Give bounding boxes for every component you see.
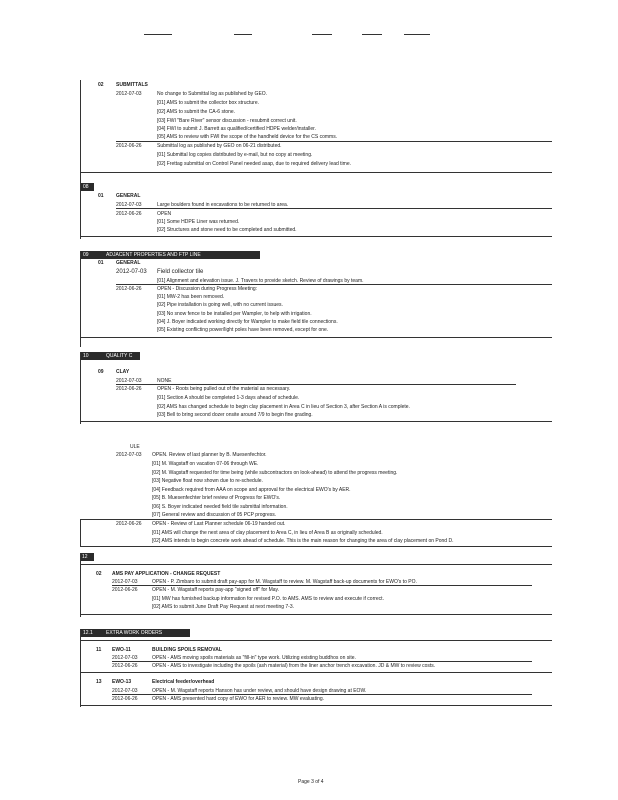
list-item: [02] M. Wagstaff requested for time being (while subcontractors on look-ahead) to attend the progress meeting. (152, 470, 398, 476)
section-border (80, 519, 81, 547)
list-item: [03] No snow fence to be installed per Wampler, to help with irrigation. (157, 311, 312, 317)
entry-date: 2012-07-03 (116, 269, 147, 275)
section-number: 10 (83, 353, 89, 359)
entry-text: OPEN - Review of Last Planner schedule 06-19 handed out. (152, 521, 286, 527)
section-border (80, 352, 81, 424)
row-line (80, 564, 552, 565)
list-item: [01] Some HDPE Liner was returned. (157, 219, 240, 225)
section-header (80, 251, 260, 259)
top-mark (362, 34, 382, 35)
row-line (112, 585, 532, 586)
section-title: SUBMITTALS (116, 82, 148, 88)
entry-date: 2012-06-26 (116, 286, 142, 292)
entry-text: No change to Submittal log as published by GEO. (157, 91, 268, 97)
list-item: [01] MW has furnished backup information for revised P.O. to AMS. AMS to review and execute if correct. (152, 596, 384, 602)
list-item: [01] Submittal log copies distributed by e-mail, but no copy at meeting. (157, 152, 313, 158)
section-title: ADJACENT PROPERTIES AND FTP LINE (106, 252, 201, 258)
entry-text: OPEN (157, 211, 172, 217)
row-line (116, 284, 552, 285)
subsection-number: 02 (96, 571, 102, 577)
entry-text: OPEN - M. Wagstaff reports Hanson has under review, and should have design drawing at EOW. (152, 688, 367, 694)
list-item: [05] Existing conflicting power/light poles have been removed, except for one. (157, 327, 329, 333)
section-header (80, 183, 94, 191)
ewo-number: 13 (96, 679, 102, 685)
list-item: [01] MW-2 has been removed. (157, 294, 225, 300)
row-line (116, 384, 516, 385)
entry-text: Large boulders found in excavations to be returned to area. (157, 202, 289, 208)
row-line (80, 640, 552, 641)
entry-text: OPEN. Review of last planner by B. Muesenfechtor. (152, 452, 267, 458)
ewo-number: 11 (96, 647, 102, 653)
list-item: [02] AMS to submit the CA-6 stone. (157, 109, 236, 115)
entry-date: 2012-07-03 (112, 688, 138, 694)
section-header (80, 553, 94, 561)
entry-text: Field collector tile (157, 269, 204, 275)
entry-date: 2012-07-03 (116, 91, 142, 97)
list-item: [01] AMS will change the next area of clay placement to Area C, in lieu of Area B as originally scheduled. (152, 530, 383, 536)
list-item: [03] Negative float now shown due to re-schedule. (152, 478, 263, 484)
subsection-number: 01 (98, 193, 104, 199)
row-line (112, 694, 532, 695)
ewo-title: BUILDING SPOILS REMOVAL (152, 647, 222, 653)
list-item: [07] General review and discussion of 05 PCP progress. (152, 512, 277, 518)
section-number: 12.1 (83, 630, 93, 636)
row-line (80, 337, 552, 338)
list-item: [02] AMS intends to begin concrete work ahead of schedule. This is the main reason for changing the area of clay placement on Pond D. (152, 538, 454, 544)
list-item: [06] S. Boyer indicated needed field tile submittal information. (152, 504, 288, 510)
entry-date: 2012-06-26 (116, 211, 142, 217)
row-line (80, 421, 552, 422)
row-line (80, 614, 552, 615)
entry-date: 2012-06-26 (112, 696, 138, 702)
row-line (80, 172, 552, 173)
list-item: [01] Section A should be completed 1-3 days ahead of schedule. (157, 395, 300, 401)
subsection-number: 09 (98, 369, 104, 375)
list-item: [05] AMS to review with FWI the scope of the handheld device for the CS comms. (157, 134, 338, 140)
subsection-title: GENERAL (116, 193, 141, 199)
section-number: 02 (98, 82, 104, 88)
list-item: [02] AMS to submit June Draft Pay Request at next meeting 7-3. (152, 604, 295, 610)
subsection-title: AMS PAY APPLICATION - CHANGE REQUEST (112, 571, 221, 577)
row-line (80, 546, 552, 547)
page-number: Page 3 of 4 (298, 779, 324, 785)
section-title: QUALITY C (106, 353, 133, 359)
row-line (80, 705, 552, 706)
subsection-title: CLAY (116, 369, 130, 375)
top-mark (144, 34, 172, 35)
section-number: 09 (83, 252, 89, 258)
list-item: [02] Structures and stone need to be completed and submitted. (157, 227, 297, 233)
list-item: [01] M. Wagstaff on vacation 07-06 through WE. (152, 461, 259, 467)
top-mark (404, 34, 430, 35)
row-line (116, 141, 552, 142)
top-mark (312, 34, 332, 35)
section-number: 08 (83, 184, 89, 190)
entry-date: 2012-07-03 (116, 452, 142, 458)
entry-date: 2012-06-26 (112, 587, 138, 593)
section-title: EXTRA WORK ORDERS (106, 630, 163, 636)
section-header (80, 629, 190, 637)
top-mark (234, 34, 252, 35)
entry-date: 2012-07-03 (116, 378, 142, 384)
list-item: [03] Bell to bring second dozer onsite around 7/9 to begin fine grading. (157, 412, 313, 418)
section-header (80, 352, 140, 360)
row-line (80, 236, 552, 237)
list-item: [02] Pipe installation is going well, with no current issues. (157, 302, 283, 308)
entry-date: 2012-06-26 (112, 663, 138, 669)
entry-text: OPEN - AMS moving spoils materials as "fill-in" type work. Utilizing existing buddhos on site. (152, 655, 356, 661)
entry-date: 2012-06-26 (116, 143, 142, 149)
entry-date: 2012-06-26 (116, 521, 142, 527)
ewo-code: EWO-13 (112, 679, 132, 685)
section-border (80, 251, 81, 347)
entry-text: OPEN - M. Wagstaff reports pay-app "signed off" for May. (152, 587, 280, 593)
list-item: [03] FWI "Bare River" sensor discussion - resubmit correct unit. (157, 118, 297, 124)
list-item: [04] Feedback required from AAA on scope and approval for the electrical EWO's by AER. (152, 487, 351, 493)
entry-text: OPEN - Roots being pulled out of the material as necessary. (157, 386, 291, 392)
section-border (80, 183, 81, 239)
entry-date: 2012-07-03 (112, 579, 138, 585)
list-item: [02] AMS has changed schedule to begin clay placement in Area C in lieu of Section 3, after Section A is complete. (157, 404, 410, 410)
entry-date: 2012-07-03 (116, 202, 142, 208)
ewo-title: Electrical feeder/overhead (152, 679, 215, 685)
row-line (112, 661, 532, 662)
entry-text: OPEN - AMS to investigate including the spoils (ash material) from the liner anchor trench excavation. JD & MW to review costs. (152, 663, 436, 669)
row-line (80, 519, 552, 520)
entry-date: 2012-07-03 (112, 655, 138, 661)
entry-text: OPEN - Discussion during Progress Meeting: (157, 286, 258, 292)
section-fragment: ULE (130, 444, 140, 450)
entry-text: OPEN - P. Zimbaro to submit draft pay-app for M. Wagstaff to review. M. Wagstaff back-up documents for EWO's to PO. (152, 579, 417, 585)
list-item: [04] J. Boyer indicated working directly for Wampler to make field tile connections. (157, 319, 338, 325)
list-item: [05] B. Muesenfechter brief review of Progress for EWO's. (152, 495, 281, 501)
entry-text: OPEN - AMS presented hard copy of EWO for AER to review. MW evaluating. (152, 696, 325, 702)
list-item: [01] AMS to submit the collector box structure. (157, 100, 259, 106)
subsection-title: GENERAL (116, 260, 141, 266)
ewo-code: EWO-11 (112, 647, 131, 653)
subsection-number: 01 (98, 260, 104, 266)
list-item: [01] Alignment and elevation issue. J. Travers to provide sketch. Review of drawings by team. (157, 278, 364, 284)
entry-text: NONE (157, 378, 172, 384)
entry-text: Submittal log as published by GEO on 06-21 distributed. (157, 143, 282, 149)
section-border (80, 553, 81, 617)
list-item: [04] FWI to submit J. Barrett as qualified/certified HDPE welder/installer. (157, 126, 316, 132)
row-line (80, 672, 552, 673)
section-number: 12 (82, 554, 88, 560)
list-item: [02] Frettag submittal on Control Panel needed asap, due to required delivery lead time. (157, 161, 352, 167)
entry-date: 2012-06-26 (116, 386, 142, 392)
row-line (116, 208, 552, 209)
